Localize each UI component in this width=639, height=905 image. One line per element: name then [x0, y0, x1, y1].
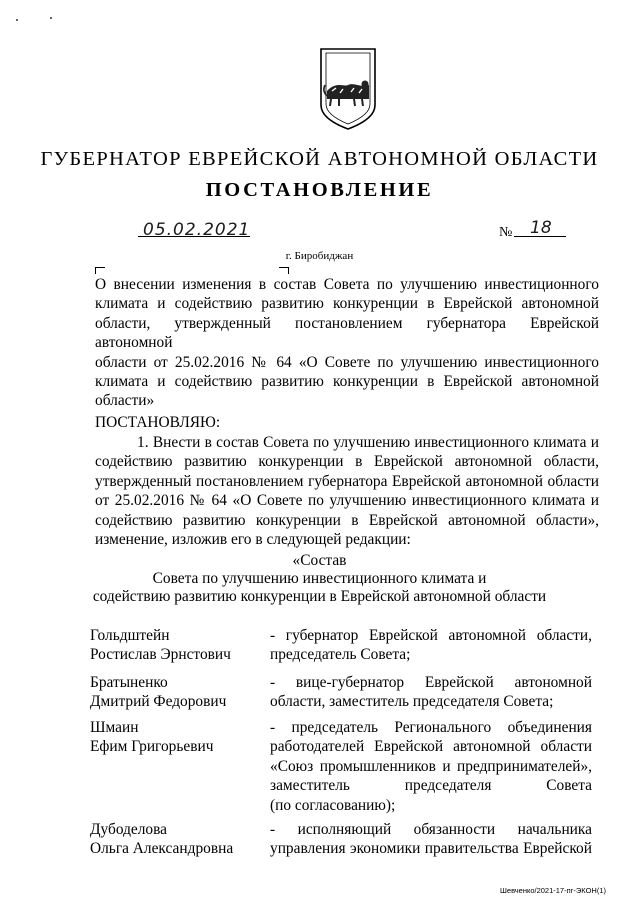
member-given-names: Ефим Григорьевич — [90, 738, 214, 756]
subject-line: области» — [95, 392, 155, 410]
footer-reference: Шевченко/2021-17-пг-ЭКОН(1) — [500, 886, 606, 895]
composition-title-line: содействию развитию конкуренции в Еврейской автономной области — [92, 588, 547, 605]
document-number: 18 — [530, 218, 552, 238]
role-line: - исполняющий обязанности начальника — [270, 821, 592, 838]
role-line: - председатель Регионального объединения — [270, 719, 592, 736]
member-role — [270, 718, 592, 815]
role-line: управления экономики правительства Еврейской — [270, 840, 592, 858]
subject-line: климата и содействию развитию конкуренции в Еврейской автономной — [95, 373, 599, 391]
member-name — [90, 820, 260, 859]
member-surname: Гольдштейн — [90, 627, 170, 644]
role-line: (по согласованию); — [270, 796, 396, 814]
document-subject — [95, 275, 599, 411]
role-line: - вице-губернатор Еврейской автономной — [270, 674, 592, 691]
role-line: работодателей Еврейской автономной области — [270, 738, 592, 756]
subject-line: области, утвержденный постановлением губернатора Еврейской автономной — [95, 314, 599, 352]
composition-title-line: Совета по улучшению инвестиционного климата и — [152, 570, 487, 587]
document-date: 05.02.2021 — [143, 220, 251, 240]
subject-line: области от 25.02.2016 № 64 «О Совете по улучшению инвестиционного — [95, 353, 599, 371]
role-line: «Союз промышленников и предпринимателей», — [270, 757, 592, 775]
corner-mark-right — [279, 267, 289, 274]
member-surname: Шмаин — [90, 719, 139, 736]
corner-mark-left — [95, 267, 105, 274]
authority-title: ГУБЕРНАТОР ЕВРЕЙСКОЙ АВТОНОМНОЙ ОБЛАСТИ — [40, 148, 599, 170]
role-line: области, заместитель председателя Совета; — [270, 693, 554, 711]
member-given-names: Ольга Александровна — [90, 840, 234, 858]
member-role — [270, 820, 592, 859]
body-paragraph: 1. Внести в состав Совета по улучшению инвестиционного климата и содействию развитию конкуренции в Еврейской автономной области, утвержденный постановлением губернатора Еврейской автономной области от 25.02.2016 № 64 «О Совете по улучшению инвестиционного климата и содействию развитию конкуренции в Еврейской автономной области», изменение, изложив его в следующей редакции: — [95, 434, 599, 549]
member-surname: Братыненко — [90, 674, 168, 691]
number-label: № — [499, 225, 513, 240]
role-line: заместитель председателя Совета — [270, 777, 592, 795]
city: г. Биробиджан — [285, 250, 354, 262]
document-type: ПОСТАНОВЛЕНИЕ — [205, 179, 434, 201]
decree-heading: ПОСТАНОВЛЯЮ: — [95, 414, 221, 431]
member-name — [90, 718, 260, 757]
member-surname: Дубоделова — [90, 821, 168, 838]
subject-line: климата и содействию развитию конкуренции в Еврейской автономной — [95, 295, 599, 313]
member-role — [270, 673, 592, 712]
scan-dot — [50, 17, 52, 19]
member-given-names: Дмитрий Федорович — [90, 693, 227, 711]
member-role — [270, 626, 592, 665]
member-name — [90, 626, 260, 665]
role-line: - губернатор Еврейской автономной области, — [270, 627, 592, 644]
member-given-names: Ростислав Эрнстович — [90, 646, 231, 664]
coat-of-arms-icon — [318, 47, 378, 131]
composition-heading: «Состав — [292, 552, 347, 569]
subject-line: О внесении изменения в состав Совета по улучшению инвестиционного — [95, 276, 599, 293]
member-name — [90, 673, 260, 712]
role-line: председатель Совета; — [270, 646, 411, 664]
scan-dot — [16, 19, 18, 21]
